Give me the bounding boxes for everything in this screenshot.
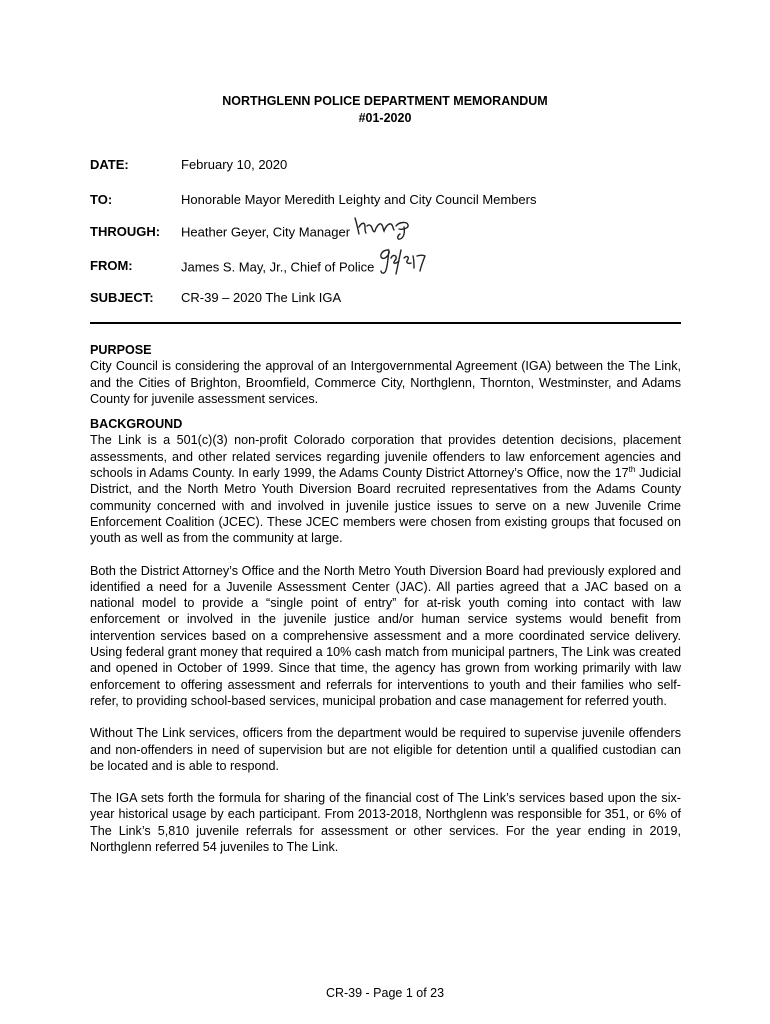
background-p1-text: The Link is a 501(c)(3) non-profit Colorado corporation that provides detention decisions, placement assessments, and other related services regarding juvenile offenders to law enforcement agencies and schools in Adams County. In early 1999, the Adams County District Attorney’s Office, now the 17: [90, 433, 681, 481]
background-p1-text-cont: Judicial District, and the North Metro Youth Diversion Board recruited representatives from the Adams County community concerned with and involved in juvenile justice issues to serve on a new Juvenile Crime Enforcement Coalition (JCEC). These JCEC members were chosen from existing groups that focused on youth as well as from the community at large.: [90, 466, 682, 546]
memo-number: #01-2020: [358, 111, 412, 125]
subject-value: CR-39 – 2020 The Link IGA: [181, 290, 342, 305]
through-value-wrap: [181, 224, 414, 242]
chief-initials-signature: [376, 244, 436, 278]
header-divider: [90, 322, 681, 324]
background-paragraph-4: The IGA sets forth the formula for sharing of the financial cost of The Link’s services based upon the six-year historical usage by each participant. From 2013-2018, Northglenn was responsible for 351, or 6% of The Link’s 5,810 juvenile referrals for assessment or other services. For the year ending in 2019, Northglenn referred 54 juveniles to The Link.: [90, 791, 681, 855]
background-heading: BACKGROUND: [90, 417, 183, 432]
from-value: James S. May, Jr., Chief of Police: [181, 259, 375, 275]
page-footer: CR-39 - Page 1 of 23: [325, 986, 445, 1000]
background-paragraph-1: [90, 432, 681, 546]
from-row: [90, 258, 680, 276]
date-value: February 10, 2020: [181, 157, 288, 172]
from-value-wrap: [181, 258, 436, 278]
city-manager-initials-signature: [352, 212, 414, 242]
through-row: [90, 224, 680, 242]
date-row: [90, 157, 680, 175]
to-label: TO:: [90, 192, 113, 207]
background-paragraph-2: Both the District Attorney’s Office and the North Metro Youth Diversion Board had previously explored and identified a need for a Juvenile Assessment Center (JAC). All parties agreed that a JAC based on a national model to provide a “single point of entry” for at-risk youth coming into contact with law enforcement or involved in the juvenile justice and/or human service systems would benefit from intervention services based on a comprehensive assessment and a more coordinated service delivery. Using federal grant money that required a 10% cash match from municipal partners, The Link was created and opened in October of 1999. Since that time, the agency has grown from working primarily with law enforcement to offering assessment and referrals for interventions to youth and their families who self-refer, to providing school-based services, municipal probation and case management for referred youth.: [90, 563, 681, 708]
memo-title: NORTHGLENN POLICE DEPARTMENT MEMORANDUM: [222, 94, 548, 108]
background-paragraph-3: Without The Link services, officers from the department would be required to supervise juvenile offenders and non-offenders in need of supervision but are not eligible for detention until a qualified custodian can be located and is able to respond.: [90, 726, 681, 773]
through-value: Heather Geyer, City Manager: [181, 224, 351, 240]
date-label: DATE:: [90, 157, 129, 172]
subject-row: [90, 290, 680, 308]
from-label: FROM:: [90, 258, 133, 273]
ordinal-superscript: th: [628, 464, 636, 474]
subject-label: SUBJECT:: [90, 290, 154, 305]
through-label: THROUGH:: [90, 224, 161, 239]
purpose-heading: PURPOSE: [90, 343, 152, 357]
purpose-paragraph: City Council is considering the approval of an Intergovernmental Agreement (IGA) between the The Link, and the Cities of Brighton, Broomfield, Commerce City, Northglenn, Thornton, Westminster, and Adams County for juvenile assessment services.: [90, 359, 681, 406]
to-value: Honorable Mayor Meredith Leighty and City Council Members: [181, 192, 537, 207]
memo-body: [90, 342, 681, 871]
to-row: [90, 192, 680, 210]
